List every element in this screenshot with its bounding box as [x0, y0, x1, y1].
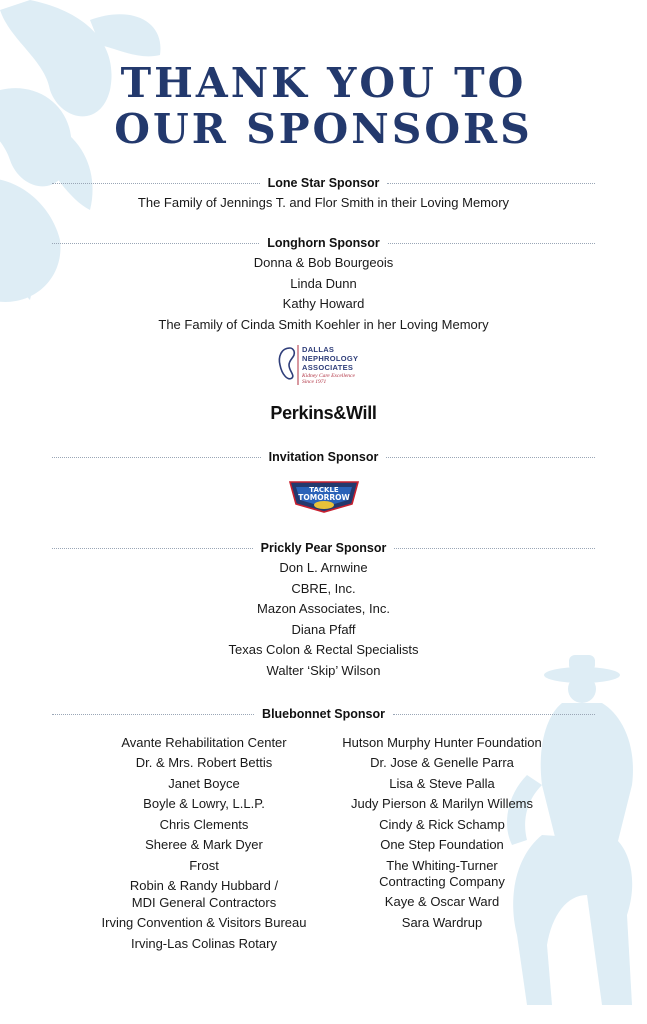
kidney-icon	[276, 345, 300, 385]
sponsor-name: Boyle & Lowry, L.L.P.	[143, 796, 265, 811]
dotted-divider	[387, 183, 595, 184]
sponsor-name: Irving Convention & Visitors Bureau	[101, 915, 307, 930]
sponsor-name: Don L. Arnwine	[279, 560, 368, 575]
section-header-bluebonnet	[52, 705, 595, 723]
sponsor-name: Mazon Associates, Inc.	[257, 601, 390, 616]
dotted-divider	[393, 714, 595, 715]
section-header-prickly-pear	[52, 539, 595, 557]
logo-line: NEPHROLOGY	[302, 354, 359, 363]
sponsor-name: Linda Dunn	[290, 276, 357, 291]
sponsor-name: MDI General Contractors	[131, 895, 277, 910]
sponsor-name: Lisa & Steve Palla	[389, 776, 495, 791]
perkins-will-logo: Perkins&Will	[270, 403, 377, 423]
logo-text: TOMORROW	[298, 493, 350, 502]
section-header-lone-star	[52, 174, 595, 192]
logo-tagline: Since 1971	[302, 379, 327, 385]
sponsor-name: Kathy Howard	[282, 296, 365, 311]
sponsor-name: Sheree & Mark Dyer	[145, 837, 263, 852]
sponsor-name: Dr. Jose & Genelle Parra	[370, 755, 514, 770]
dallas-nephrology-tagline	[302, 373, 355, 385]
sponsor-name: Irving-Las Colinas Rotary	[131, 936, 277, 951]
logo-text: TACKLE	[309, 486, 339, 494]
dotted-divider	[388, 243, 595, 244]
sponsor-name: The Whiting-Turner	[386, 858, 498, 873]
sponsor-name: Donna & Bob Bourgeois	[253, 255, 394, 270]
sponsor-name: Janet Boyce	[168, 776, 240, 791]
sponsor-name: CBRE, Inc.	[291, 581, 356, 596]
sponsor-name: The Family of Jennings T. and Flor Smith in their Loving Memory	[137, 195, 510, 210]
sponsor-name: Kaye & Oscar Ward	[384, 894, 500, 909]
dotted-divider	[52, 243, 259, 244]
dallas-nephrology-wordmark	[302, 345, 358, 372]
section-label: Prickly Pear Sponsor	[260, 541, 387, 555]
dotted-divider	[52, 548, 253, 549]
dotted-divider	[386, 457, 595, 458]
section-header-invitation	[52, 448, 595, 466]
sponsor-name: Cindy & Rick Schamp	[379, 817, 505, 832]
section-label: Lone Star Sponsor	[267, 176, 380, 190]
section-header-longhorn	[52, 234, 595, 252]
sponsor-name: The Family of Cinda Smith Koehler in her Loving Memory	[158, 317, 489, 332]
dotted-divider	[394, 548, 595, 549]
sponsor-name: Walter ‘Skip’ Wilson	[266, 663, 381, 678]
tackle-tomorrow-logo	[286, 476, 362, 514]
logo-line: DALLAS	[302, 345, 335, 354]
section-label: Bluebonnet Sponsor	[262, 707, 385, 721]
sponsor-name: Contracting Company	[379, 874, 505, 889]
sponsor-name: Sara Wardrup	[401, 915, 483, 930]
section-label: Invitation Sponsor	[268, 450, 379, 464]
dotted-divider	[52, 183, 260, 184]
sponsor-name: Diana Pfaff	[291, 622, 356, 637]
sponsor-name: Judy Pierson & Marilyn Willems	[350, 796, 534, 811]
dallas-nephrology-logo	[274, 343, 374, 393]
dotted-divider	[52, 457, 261, 458]
logo-tagline: Kidney Care Excellence	[302, 373, 355, 379]
sponsor-name: Hutson Murphy Hunter Foundation	[342, 735, 542, 750]
sponsor-name: Dr. & Mrs. Robert Bettis	[135, 755, 273, 770]
sponsor-name: Avante Rehabilitation Center	[121, 735, 287, 750]
page-title-line-2: OUR SPONSORS	[114, 105, 533, 153]
sponsor-name: Texas Colon & Rectal Specialists	[228, 642, 419, 657]
sponsor-name: Frost	[189, 858, 219, 873]
sponsor-name: One Step Foundation	[380, 837, 504, 852]
sponsor-name: Robin & Randy Hubbard /	[129, 878, 279, 893]
section-label: Longhorn Sponsor	[267, 236, 380, 250]
dotted-divider	[52, 714, 254, 715]
sponsor-name: Chris Clements	[159, 817, 249, 832]
page-title-line-1: THANK YOU TO	[120, 59, 527, 107]
logo-line: ASSOCIATES	[302, 363, 354, 372]
